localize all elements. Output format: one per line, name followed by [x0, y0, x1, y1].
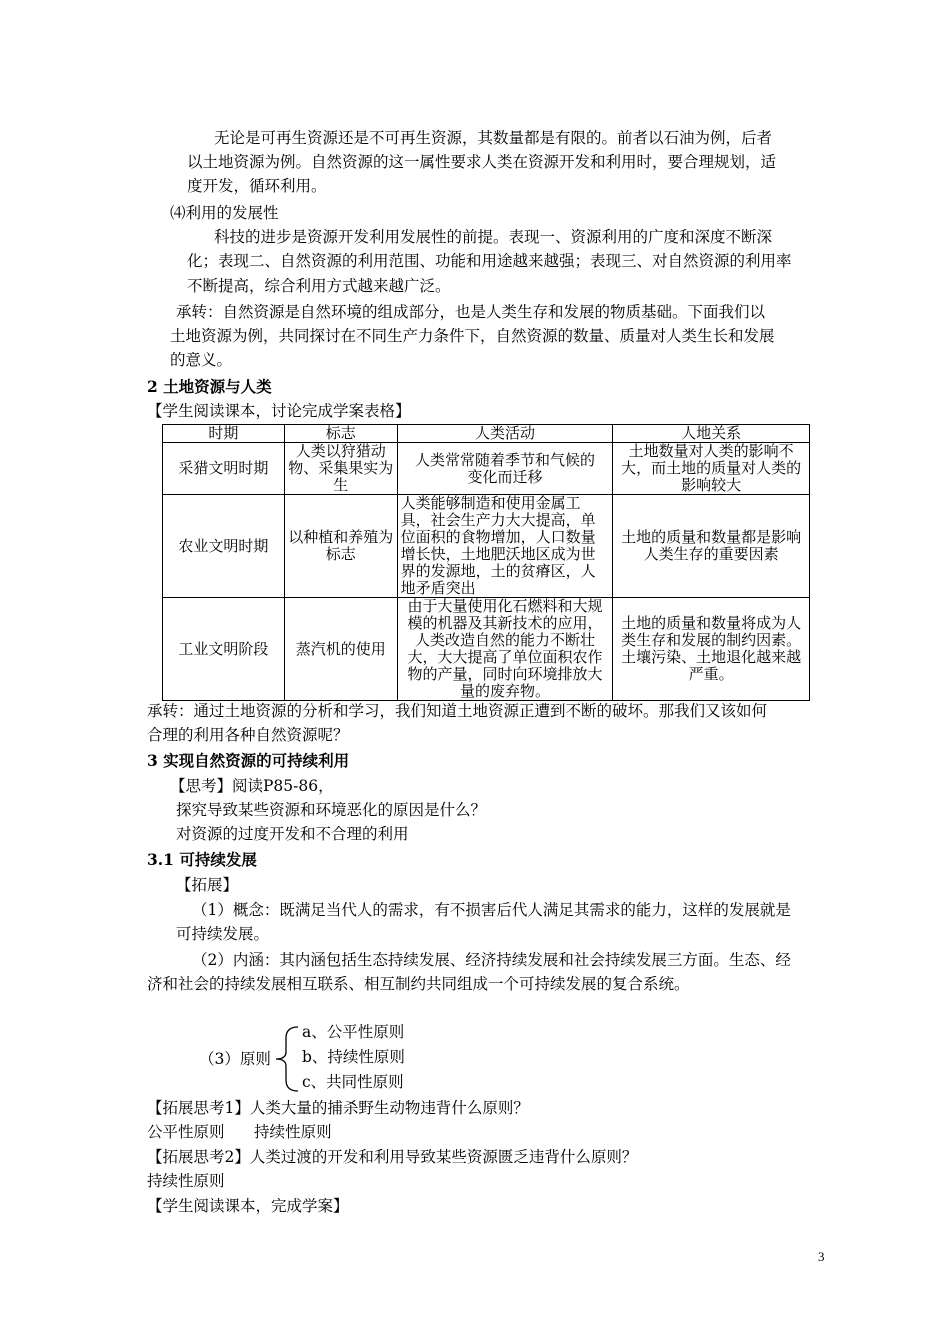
header-activity: 人类活动 — [397, 425, 613, 443]
table-row — [163, 443, 810, 495]
connotation-line1: （2）内涵：其内涵包括生态持续发展、经济持续发展和社会持续发展三方面。生态、经 — [192, 951, 791, 969]
connotation-line2: 济和社会的持续发展相互联系、相互制约共同组成一个可持续发展的复合系统。 — [147, 975, 690, 993]
cell-activity: 人类能够制造和使用金属工具，社会生产力大大提高，单位面积的食物增加，人口数量增长快，土地肥沃地区成为世界的发源地，土的贫瘠区，人地矛盾突出 — [397, 495, 613, 598]
think-line1: 【思考】阅读P85-86， — [170, 777, 334, 795]
cell-mark: 人类以狩猎动物、采集果实为生 — [284, 443, 397, 495]
cell-period: 采猎文明时期 — [163, 443, 285, 495]
principles-label: （3）原则 — [199, 1050, 271, 1068]
principle-item: c、共同性原则 — [302, 1073, 404, 1091]
header-mark: 标志 — [284, 425, 397, 443]
para1-line3: 度开发，循环利用。 — [187, 177, 327, 195]
table-prompt: 【学生阅读课本，讨论完成学案表格】 — [147, 402, 411, 420]
table-row — [163, 495, 810, 598]
para1-line1: 无论是可再生资源还是不可再生资源，其数量都是有限的。前者以石油为例，后者 — [214, 129, 773, 147]
para1-line2: 以土地资源为例。自然资源的这一属性要求人类在资源开发和利用时，要合理规划，适 — [187, 153, 777, 171]
cell-mark: 蒸汽机的使用 — [284, 598, 397, 701]
cell-period: 工业文明阶段 — [163, 598, 285, 701]
cell-activity: 由于大量使用化石燃料和大规模的机器及其新技术的应用，人类改造自然的能力不断壮大，大大提高了单位面积农作物的产量，同时向环境排放大量的废弃物。 — [397, 598, 613, 701]
concept-line1: （1）概念：既满足当代人的需求，有不损害后代人满足其需求的能力，这样的发展就是 — [192, 901, 791, 919]
principles-brace — [272, 1024, 300, 1094]
section-3-heading: 3 实现自然资源的可持续利用 — [147, 751, 350, 770]
land-resource-table — [162, 424, 810, 701]
principle-item: a、公平性原则 — [302, 1023, 405, 1041]
header-relation: 人地关系 — [613, 425, 810, 443]
cell-activity: 人类常常随着季节和气候的变化而迁移 — [397, 443, 613, 495]
think-line3: 对资源的过度开发和不合理的利用 — [176, 825, 409, 843]
read-prompt: 【学生阅读课本，完成学案】 — [147, 1197, 349, 1215]
table-row — [163, 598, 810, 701]
answer-2: 持续性原则 — [147, 1172, 225, 1190]
section-3-1-heading: 3.1 可持续发展 — [147, 850, 257, 869]
question-1: 【拓展思考1】人类大量的捕杀野生动物违背什么原则？ — [147, 1099, 529, 1117]
para2-line3: 不断提高，综合利用方式越来越广泛。 — [187, 277, 451, 295]
heading-development: ⑷利用的发展性 — [170, 204, 279, 222]
cell-relation: 土地数量对人类的影响不大，而土地的质量对人类的影响较大 — [613, 443, 810, 495]
header-period: 时期 — [163, 425, 285, 443]
transition2-line2: 合理的利用各种自然资源呢？ — [147, 726, 349, 744]
cell-relation: 土地的质量和数量都是影响人类生存的重要因素 — [613, 495, 810, 598]
answer-1: 公平性原则 持续性原则 — [147, 1123, 332, 1141]
transition1-line3: 的意义。 — [170, 351, 233, 369]
question-2: 【拓展思考2】人类过渡的开发和利用导致某些资源匮乏违背什么原则？ — [147, 1148, 638, 1166]
para2-line1: 科技的进步是资源开发利用发展性的前提。表现一、资源利用的广度和深度不断深 — [214, 228, 773, 246]
cell-period: 农业文明时期 — [163, 495, 285, 598]
table-header-row — [163, 425, 810, 443]
transition1-line2: 土地资源为例，共同探讨在不同生产力条件下，自然资源的数量、质量对人类生长和发展 — [170, 327, 775, 345]
transition1-line1: 承转：自然资源是自然环境的组成部分，也是人类生存和发展的物质基础。下面我们以 — [176, 303, 766, 321]
cell-relation: 土地的质量和数量将成为人类生存和发展的制约因素。土壤污染、土地退化越来越严重。 — [613, 598, 810, 701]
concept-line2: 可持续发展。 — [176, 925, 270, 943]
cell-mark: 以种植和养殖为标志 — [284, 495, 397, 598]
para2-line2: 化；表现二、自然资源的利用范围、功能和用途越来越强；表现三、对自然资源的利用率 — [187, 252, 792, 270]
transition2-line1: 承转：通过土地资源的分析和学习，我们知道土地资源正遭到不断的破坏。那我们又该如何 — [147, 702, 768, 720]
expand-label: 【拓展】 — [176, 876, 239, 894]
section-2-heading: 2 土地资源与人类 — [147, 377, 272, 396]
page-number: 3 — [818, 1249, 825, 1264]
principle-item: b、持续性原则 — [302, 1048, 405, 1066]
think-line2: 探究导致某些资源和环境恶化的原因是什么？ — [176, 801, 487, 819]
